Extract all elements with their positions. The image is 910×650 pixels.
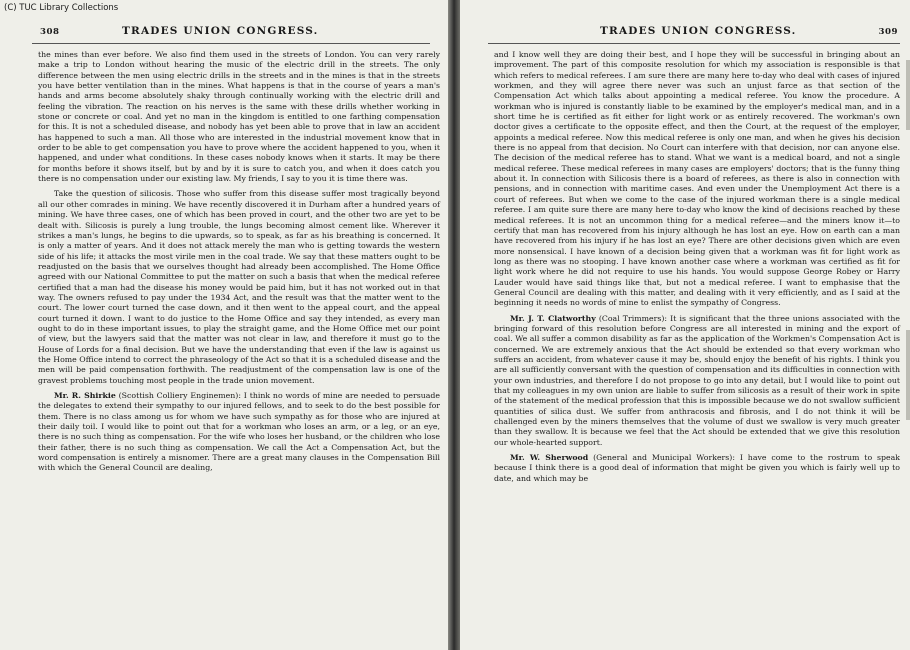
right-page-body bbox=[494, 50, 900, 484]
left-page-number: 308 bbox=[40, 27, 60, 37]
left-page-header bbox=[0, 26, 448, 40]
right-paragraph-2: Mr. J. T. Clatworthy (Coal Trimmers): It is significant that the three unions associated with the bringing forward of this resolution before Congress are all interested in mining and the export of coal. We all suffer a common disability as far as the application of the Workmen's Compensation Act is concerned. We are extremely anxious that the Act should be extended so that every workman who suffers an accident, from whatever cause it may be, should enjoy the benefit of his rights. I think you are all sufficiently conversant with the question of compensation and its difficulties in connection with your own industries, and therefore I do not propose to go into any detail, but I would like to point out that my colleagues in my own union are liable to suffer from silicosis as a result of their work in spite of the statement of the medical profession that this is impossible because we do not swallow sufficient quantities of silica dust. We suffer from anthracosis and fibrosis, and I do not think it will be challenged even by the miners themselves that the volume of dust we swallow is very much greater than they swallow. It is because we feel that the Act should be extended that we give this resolution our whole-hearted support. bbox=[494, 313, 900, 447]
left-header-rule bbox=[32, 43, 430, 44]
right-page-number: 309 bbox=[878, 27, 898, 37]
speaker-name: Mr. R. Shirkie bbox=[54, 391, 116, 400]
right-header-rule bbox=[488, 43, 900, 44]
left-paragraph-2: Take the question of silicosis. Those who suffer from this disease suffer most tragically beyond all our other comrades in mining. We have recently discovered it in Durham after a hundred years of mining. We have three cases, one of which has been proved in court, and the other two are yet to be dealt with. Silicosis is purely a lung trouble, the lungs becoming almost cement like. Wherever it strikes a man's lungs, he begins to die upwards, so to speak, as far as his breathing is concerned. It is only a matter of years. And it does not attack merely the man who is getting towards the western side of his life; it attacks the most virile men in the coal trade. We say that these matters ought to be readjusted on the basis that we ourselves thought had already been accomplished. The Home Office agreed with our National Committee to put the matter on such a basis that when the medical referee certified that a man had the disease his money would be paid him, but it has not worked out in that way. The owners refused to pay under the 1934 Act, and the result was that the matter went to the court. The lower court turned the case down, and it then went to the appeal court, and the appeal court turned it down. I want to do justice to the Home Office and say they intended, as every man ought to do in these important issues, to play the straight game, and the Home Office met our point of view, but the lawyers said that the matter was not clear in law, and therefore it must go to the House of Lords for a final decision. But we have the understanding that even if the law is against us the Home Office intend to correct the phraseology of the Act so that it is a scheduled disease and the men will be paid compensation forthwith. The readjustment of the compensation law is one of the gravest problems touching most people in the trade union movement. bbox=[38, 189, 440, 385]
right-paragraph-1: and I know well they are doing their best, and I hope they will be successful in bringing about an improvement. The part of this composite resolution for which my association is responsible is that which refers to medical referees. I am sure there are many here to-day who deal with cases of injured workmen, and they will agree there never was such an unjust farce as that section of the Compensation Act which talks about appointing a medical referee. You know the procedure. A workman who is injured is constantly liable to be examined by the employer's medical man, and in a short time he is certified as fit either for light work or as entirely recovered. The workman's own doctor gives a certificate to the opposite effect, and then the Court, at the request of the employer, appoints a medical referee. Now this medical referee is only one man, and when he gives his decision there is no appeal from that decision. No Court can interfere with that decision, nor can anyone else. The decision of the medical referee has to stand. What we want is a medical board, and not a single medical referee. These medical referees in many cases are employers' doctors; that is the funny thing about it. In connection with Silicosis there is a board of referees, as there is also in connection with pensions, and in connection with maritime cases. And even under the Unemployment Act there is a court of referees. But when we come to the case of the injured workman there is a single medical referee. I am quite sure there are many here to-day who know the kind of decisions reached by these medical referees. It is not an uncommon thing for a medical referee—and the miners know it—to certify that man has recovered from his injury although he has lost an eye. How on earth can a man have recovered from his injury if he has lost an eye? There are other decisions given which are even more nonsensical. I have known of a decision being given that a workman was fit for light work as long as there was no stooping. I have known another case where a workman was certified as fit for light work where he did not require to use his hands. You would suppose George Robey or Harry Lauder would have said things like that, but not a medical referee. I want to emphasise that the General Council are dealing with this matter, and dealing with it very efficiently, and as I said at the beginning it needs no words of mine to enlist the sympathy of Congress. bbox=[494, 50, 900, 308]
left-paragraph-3: Mr. R. Shirkie (Scottish Colliery Enginemen): I think no words of mine are needed to persuade the delegates to extend their sympathy to our injured fellows, and to seek to do the best possible for them. There is no class among us for whom we have such sympathy as for those who are injured at their daily toil. I would like to point out that for a workman who loses an arm, or a leg, or an eye, there is no such thing as compensation. For the wife who loses her husband, or the children who lose their father, there is no such thing as compensation. We call the Act a Compensation Act, but the word compensation is entirely a misnomer. There are a great many clauses in the Compensation Bill with which the General Council are dealing, bbox=[38, 391, 440, 473]
right-running-title: TRADES UNION CONGRESS. bbox=[600, 25, 797, 37]
right-page bbox=[460, 0, 910, 650]
left-page-body bbox=[38, 50, 440, 474]
speaker-name: Mr. J. T. Clatworthy bbox=[510, 313, 596, 323]
right-page-header bbox=[460, 26, 910, 40]
left-paragraph-1: the mines than ever before. We also find them used in the streets of London. You can very rarely make a trip to London without hearing the music of the electric drill in the streets. The only difference between the men using electric drills in the streets and in the mines is that in the streets you have better ventilation than in the mines. What happens is that in the course of years a man's hands and arms become absolutely shaky through continually working with the electric drill and feeling the vibration. The reaction on his nerves is the same with these drills whether working in stone or concrete or coal. And yet no man in the kingdom is entitled to one farthing compensation for this. It is not a scheduled disease, and nobody has yet been able to prove that in law an accident has happened to such a man. All those who are interested in the industrial movement know that in order to be able to get compensation you have to prove where the accident happened to you, when it happened, and under what conditions. In these cases nobody knows when it starts. It may be there for months before it shows itself, but by and by it is sure to catch you, and when it does catch you there is no compensation under our existing law. My friends, I say to you it is time there was. bbox=[38, 50, 440, 184]
left-page bbox=[0, 0, 448, 650]
copyright-watermark: (C) TUC Library Collections bbox=[4, 3, 119, 13]
left-running-title: TRADES UNION CONGRESS. bbox=[122, 25, 319, 37]
right-paragraph-3: Mr. W. Sherwood (General and Municipal Workers): I have come to the rostrum to speak because I think there is a good deal of information that might be given you which is fairly well up to date, and which may be bbox=[494, 453, 901, 483]
edge-mark bbox=[906, 60, 910, 130]
book-gutter bbox=[448, 0, 460, 650]
edge-mark bbox=[906, 330, 910, 420]
speaker-name: Mr. W. Sherwood bbox=[510, 453, 589, 463]
